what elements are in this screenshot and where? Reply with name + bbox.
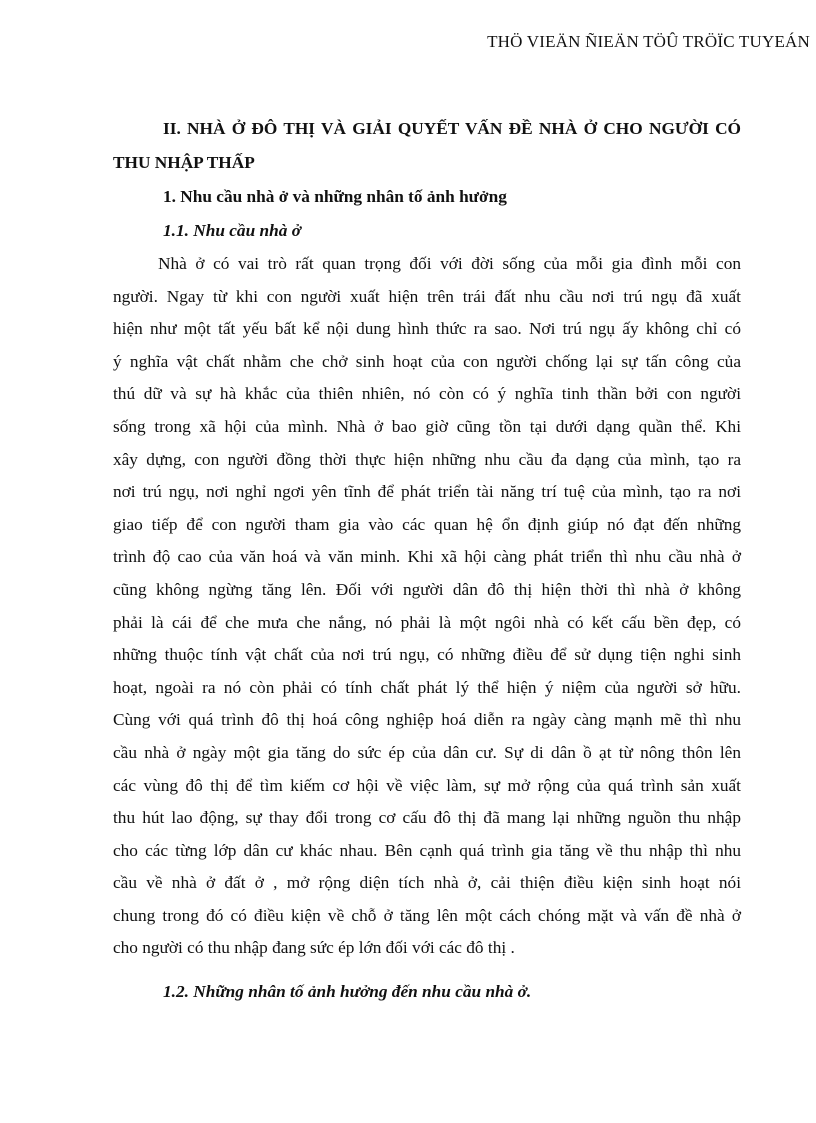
paragraph-line: người. Ngay từ khi con người xuất hiện trên trái đất nhu cầu nơi trú ngụ đã xuất bbox=[113, 286, 741, 306]
paragraph-line: cho các từng lớp dân cư khác nhau. Bên cạnh quá trình gia tăng về thu nhập thì nhu bbox=[113, 840, 741, 860]
paragraph-line: sống trong xã hội của mình. Nhà ở bao giờ cũng tồn tại dưới dạng quần thể. Khi bbox=[113, 416, 741, 436]
paragraph-line: những thuộc tính vật chất của nơi trú ngụ, có những điều để sử dụng tiện nghi sinh bbox=[113, 645, 741, 665]
paragraph-line: hoạt, ngoài ra nó còn phải có tính chất phát lý thể hiện ý niệm của người sở hữu. bbox=[113, 677, 741, 697]
body-paragraph bbox=[113, 248, 741, 965]
paragraph-line: thú dữ và sự hà khắc của thiên nhiên, nó còn có ý nghĩa tinh thần bởi con người bbox=[113, 384, 741, 404]
paragraph-line: xây dựng, con người đồng thời thực hiện những nhu cầu đa dạng của mình, tạo ra bbox=[113, 449, 741, 469]
paragraph-line: ý nghĩa vật chất nhằm che chở sinh hoạt của con người chống lại sự tấn công của bbox=[113, 351, 741, 371]
running-header: THÖ VIEÄN ÑIEÄN TÖÛ TRÖÏC TUYEÁN bbox=[487, 32, 810, 51]
paragraph-line: nơi trú ngụ, nơi nghỉ ngơi yên tĩnh để phát triển tài năng trí tuệ của mình, tạo ra nơi bbox=[113, 482, 741, 502]
paragraph-line: thu hút lao động, sự thay đổi trong cơ cấu đô thị đã mang lại những nguồn thu nhập bbox=[113, 808, 741, 828]
subsection-heading-1: 1. Nhu cầu nhà ở và những nhân tố ảnh hưởng bbox=[163, 187, 507, 206]
paragraph-line: chung trong đó có điều kiện về chỗ ở tăng lên một cách chóng mặt và vấn đề nhà ở bbox=[113, 905, 741, 925]
paragraph-line: giao tiếp để con người tham gia vào các quan hệ ổn định giúp nó đạt đến những bbox=[113, 514, 741, 534]
paragraph-line: các vùng đô thị để tìm kiếm cơ hội về việc làm, sự mở rộng của quá trình sản xuất bbox=[113, 775, 741, 795]
paragraph-line: cầu về nhà ở đất ở , mở rộng diện tích nhà ở, cải thiện điều kiện sinh hoạt nói bbox=[113, 873, 741, 893]
section-title: II. NHÀ Ở ĐÔ THỊ VÀ GIẢI QUYẾT VẤN ĐỀ NHÀ Ở CHO NGƯỜI CÓ THU NHẬP THẤP bbox=[113, 119, 741, 172]
subsection-heading-1-1: 1.1. Nhu cầu nhà ở bbox=[163, 221, 301, 240]
document-body bbox=[113, 112, 741, 1009]
paragraph-line: trình độ cao của văn hoá và văn minh. Khi xã hội càng phát triển thì nhu cầu nhà ở bbox=[113, 547, 741, 567]
paragraph-line: cho người có thu nhập đang sức ép lớn đối với các đô thị . bbox=[113, 938, 515, 958]
paragraph-line: cầu nhà ở ngày một gia tăng do sức ép của dân cư. Sự di dân ồ ạt từ nông thôn lên bbox=[113, 742, 741, 762]
paragraph-line: hiện như một tất yếu bất kể nội dung hình thức ra sao. Nơi trú ngụ ấy không chỉ có bbox=[113, 319, 741, 339]
paragraph-line: Nhà ở có vai trò rất quan trọng đối với đời sống của mỗi gia đình mỗi con bbox=[158, 254, 741, 273]
subsection-heading-1-2: 1.2. Những nhân tố ảnh hưởng đến nhu cầu nhà ở. bbox=[163, 982, 532, 1002]
paragraph-line: Cùng với quá trình đô thị hoá công nghiệp hoá diễn ra ngày càng mạnh mẽ thì nhu bbox=[113, 710, 741, 730]
paragraph-line: cũng không ngừng tăng lên. Đối với người dân đô thị hiện thời thì nhà ở không bbox=[113, 579, 741, 599]
paragraph-line: phải là cái để che mưa che nắng, nó phải là một ngôi nhà có kết cấu bền đẹp, có bbox=[113, 612, 741, 632]
